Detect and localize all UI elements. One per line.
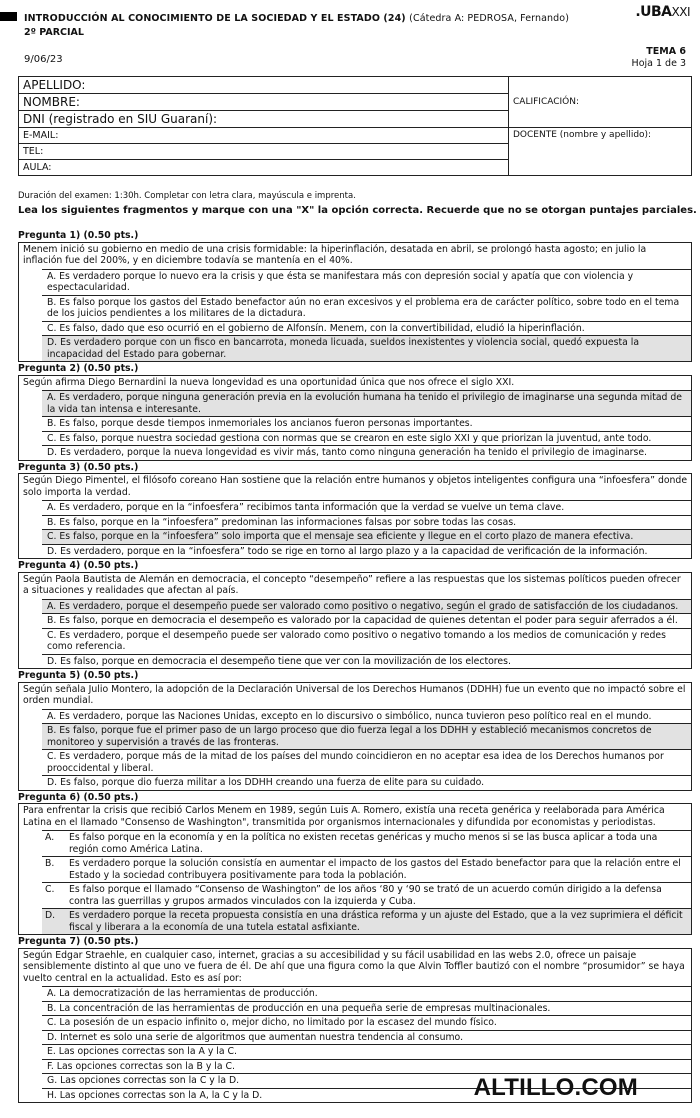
altillo-watermark: ALTILLO.COM: [473, 1074, 638, 1101]
option-c[interactable]: C. Es falso, porque en la “infoesfera” solo importa que el mensaje sea eficiente y llegue en el corto plazo de manera efectiva.: [42, 529, 691, 544]
option-f[interactable]: F. Las opciones correctas son la B y la C.: [42, 1059, 691, 1074]
option-text: Es falso porque en la economía y en la política no existen recetas genéricas y mucho menos si se las busca aplicar a toda una región como América Latina.: [69, 832, 658, 855]
header-bar-mark: [0, 12, 17, 21]
option-d[interactable]: D. Es falso, porque en democracia el desempeño tiene que ver con la movilización de los electores.: [42, 654, 691, 669]
question-header: Pregunta 1) (0.50 pts.): [18, 230, 139, 241]
option-b[interactable]: B. Es falso, porque en democracia el desempeño es valorado por la capacidad de quienes detentan el poder para seguir aferrados a él.: [42, 613, 691, 628]
option-c[interactable]: C. La posesión de un espacio infinito o, mejor dicho, no limitado por la escasez del mundo físico.: [42, 1015, 691, 1030]
question-3: [18, 461, 692, 560]
docente-field[interactable]: DOCENTE (nombre y apellido):: [509, 128, 692, 176]
option-d[interactable]: D. Es verdadero, porque la nueva longevidad es vivir más, tanto como ninguna generación ha tenido el privilegio de imaginarse.: [42, 445, 691, 460]
question-stem: Para enfrentar la crisis que recibió Carlos Menem en 1989, según Luis A. Romero, existía una receta genérica y reelaborada para América Latina en el llamado "Consenso de Washington", transmitida por organismos internacionales y difundida por economistas y periodistas.: [23, 805, 665, 828]
option-d[interactable]: D. Internet es solo una serie de algoritmos que aumentan nuestra tendencia al consumo.: [42, 1030, 691, 1045]
option-b[interactable]: B. Es falso, porque fue el primer paso de un largo proceso que dio fuerza legal a los DDHH y estableció mecanismos concretos de monitoreo y supervisión a través de las fronteras.: [42, 723, 691, 749]
option-h[interactable]: H. Las opciones correctas son la A, la C y la D.: [42, 1088, 691, 1103]
question-header: Pregunta 4) (0.50 pts.): [18, 560, 139, 571]
question-stem: Según señala Julio Montero, la adopción de la Declaración Universal de los Derechos Humanos (DDHH) fue un evento que no impactó sobre el orden mundial.: [23, 683, 686, 706]
option-c[interactable]: C. Es verdadero, porque el desempeño puede ser valorado como positivo o negativo tomando a los medios de comunicación y redes como referencia.: [42, 628, 691, 654]
option-text: Es verdadero porque la solución consistía en aumentar el impacto de los gastos del Estado benefactor para que la relación entre el Estado y la sociedad contribuyera positivamente para toda la población.: [69, 858, 681, 881]
option-a[interactable]: A. Es verdadero, porque las Naciones Unidas, excepto en lo discursivo o simbólico, nunca tuvieron peso político real en el mundo.: [42, 709, 691, 724]
option-d[interactable]: D. Es verdadero, porque en la “infoesfera” todo se rige en torno al largo plazo y a la capacidad de verificación de la información.: [42, 544, 691, 559]
course-title: INTRODUCCIÓN AL CONOCIMIENTO DE LA SOCIEDAD Y EL ESTADO (24) (Cátedra A: PEDROSA, Fernando): [24, 13, 570, 24]
option-c[interactable]: [42, 882, 691, 908]
uba-logo: .UBAXXI: [635, 4, 690, 20]
question-header: Pregunta 2) (0.50 pts.): [18, 363, 139, 374]
option-a[interactable]: A. Es verdadero, porque el desempeño puede ser valorado como positivo o negativo, según el grado de satisfacción de los ciudadanos.: [42, 599, 691, 614]
question-stem: Según Paola Bautista de Alemán en democracia, el concepto “desempeño” refiere a las respuestas que los sistemas políticos pueden ofrecer a situaciones y realidades que afectan al país.: [23, 573, 681, 596]
email-field[interactable]: E-MAIL:: [19, 128, 509, 144]
option-letter: A.: [45, 832, 55, 843]
option-a[interactable]: A. Es verdadero, porque ninguna generación previa en la evolución humana ha tenido el privilegio de imaginarse una segunda mitad de la vida tan intensa e interesante.: [42, 390, 691, 416]
question-header: Pregunta 6) (0.50 pts.): [18, 791, 139, 803]
option-b[interactable]: B. Es falso, porque en la “infoesfera” predominan las informaciones falsas por sobre todas las cosas.: [42, 515, 691, 530]
question-stem: Según Edgar Straehle, en cualquier caso, internet, gracias a su accesibilidad y su fácil usabilidad en las webs 2.0, ofrece un paisaje sensiblemente distinto al que uno ve fuera de él. De ahí que una figura como la que Alvin Toffler bautizó con el nombre “prosumidor” se haya vuelto central en la actualidad. Esto es así por:: [23, 949, 685, 984]
questions-list: [18, 229, 692, 1103]
option-b[interactable]: B. La concentración de las herramientas de producción en una pequeña serie de empresas multinacionales.: [42, 1001, 691, 1016]
option-a[interactable]: A. Es verdadero porque lo nuevo era la crisis y que ésta se manifestara más con depresión social y apatía que con violencia y espectacularidad.: [42, 269, 691, 295]
exam-type: 2º PARCIAL: [24, 27, 84, 38]
tel-field[interactable]: TEL:: [19, 144, 509, 160]
instructions: Lea los siguientes fragmentos y marque con una "X" la opción correcta. Recuerde que no se otorgan puntajes parciales.: [18, 205, 697, 216]
option-text: Es falso porque el llamado “Consenso de Washington” de los años ‘80 y ‘90 se trató de un acuerdo común dirigido a la defensa contra las guerrillas y grupos armados vinculados con la izquierda y Cuba.: [69, 884, 662, 907]
nombre-field[interactable]: NOMBRE:: [19, 94, 509, 111]
option-letter: D.: [45, 910, 56, 921]
option-d[interactable]: D. Es verdadero porque con un fisco en bancarrota, moneda licuada, sueldos inexistentes y violencia social, quedó expuesta la incapacidad del Estado para gobernar.: [42, 335, 691, 361]
option-letter: C.: [45, 884, 55, 895]
exam-date: 9/06/23: [24, 54, 63, 65]
tema-label: TEMA 6: [646, 46, 686, 57]
option-a[interactable]: A. Es verdadero, porque en la “infoesfera” recibimos tanta información que la verdad se vuelve un tema clave.: [42, 500, 691, 515]
apellido-field[interactable]: APELLIDO:: [19, 77, 509, 94]
option-c[interactable]: C. Es falso, porque nuestra sociedad gestiona con normas que se crearon en este siglo XXI y que priorizan la juventud, ante todo.: [42, 431, 691, 446]
option-g[interactable]: G. Las opciones correctas son la C y la D.: [42, 1073, 691, 1088]
student-id-table: [18, 76, 692, 176]
question-6: [18, 791, 692, 936]
option-b[interactable]: [42, 856, 691, 882]
question-5: [18, 669, 692, 791]
question-stem: Según afirma Diego Bernardini la nueva longevidad es una oportunidad única que nos ofrece el siglo XXI.: [23, 376, 515, 388]
question-4: [18, 559, 692, 669]
option-text: Es verdadero porque la receta propuesta consistía en una drástica reforma y un ajuste del Estado, que a la vez suprimiera el déficit fiscal y liberara a la economía de una tutela estatal asfixiante.: [69, 910, 683, 933]
option-c[interactable]: C. Es verdadero, porque más de la mitad de los países del mundo coincidieron en no aceptar esa idea de los Derechos humanos por prooccidental y liberal.: [42, 749, 691, 775]
catedra-label: (Cátedra A: PEDROSA, Fernando): [409, 13, 570, 24]
option-b[interactable]: B. Es falso porque los gastos del Estado benefactor aún no eran excesivos y el problema era de carácter político, sobre todo en el tema de los juicios pendientes a los militares de la dictadura.: [42, 295, 691, 321]
option-c[interactable]: C. Es falso, dado que eso ocurrió en el gobierno de Alfonsín. Menem, con la convertibilidad, eludió la hiperinflación.: [42, 321, 691, 336]
duration-note: Duración del examen: 1:30h. Completar con letra clara, mayúscula e imprenta.: [18, 191, 356, 201]
question-2: [18, 362, 692, 461]
question-stem: Menem inició su gobierno en medio de una crisis formidable: la hiperinflación, desatada en abril, se prolongó hasta agosto; en julio la inflación fue del 200%, y en diciembre todavía se mantenía en el 40%.: [23, 243, 647, 266]
aula-field[interactable]: AULA:: [19, 160, 509, 176]
question-header: Pregunta 3) (0.50 pts.): [18, 461, 139, 473]
page-indicator: Hoja 1 de 3: [631, 58, 686, 69]
option-e[interactable]: E. Las opciones correctas son la A y la C.: [42, 1044, 691, 1059]
option-a[interactable]: A. La democratización de las herramientas de producción.: [42, 986, 691, 1001]
option-d[interactable]: [42, 908, 691, 934]
dni-field[interactable]: DNI (registrado en SIU Guaraní):: [19, 111, 509, 128]
question-header: Pregunta 7) (0.50 pts.): [18, 936, 139, 947]
question-header: Pregunta 5) (0.50 pts.): [18, 670, 139, 681]
option-letter: B.: [45, 858, 55, 869]
calificacion-field[interactable]: CALIFICACIÓN:: [509, 77, 692, 128]
option-b[interactable]: B. Es falso, porque desde tiempos inmemoriales los ancianos fueron personas importantes.: [42, 416, 691, 431]
question-stem: Según Diego Pimentel, el filósofo coreano Han sostiene que la relación entre humanos y objetos inteligentes configura una “infoesfera” donde solo importa la verdad.: [23, 475, 688, 498]
option-a[interactable]: [42, 830, 691, 856]
option-d[interactable]: D. Es falso, porque dio fuerza militar a los DDHH creando una fuerza de elite para su cuidado.: [42, 775, 691, 790]
question-1: [18, 229, 692, 362]
